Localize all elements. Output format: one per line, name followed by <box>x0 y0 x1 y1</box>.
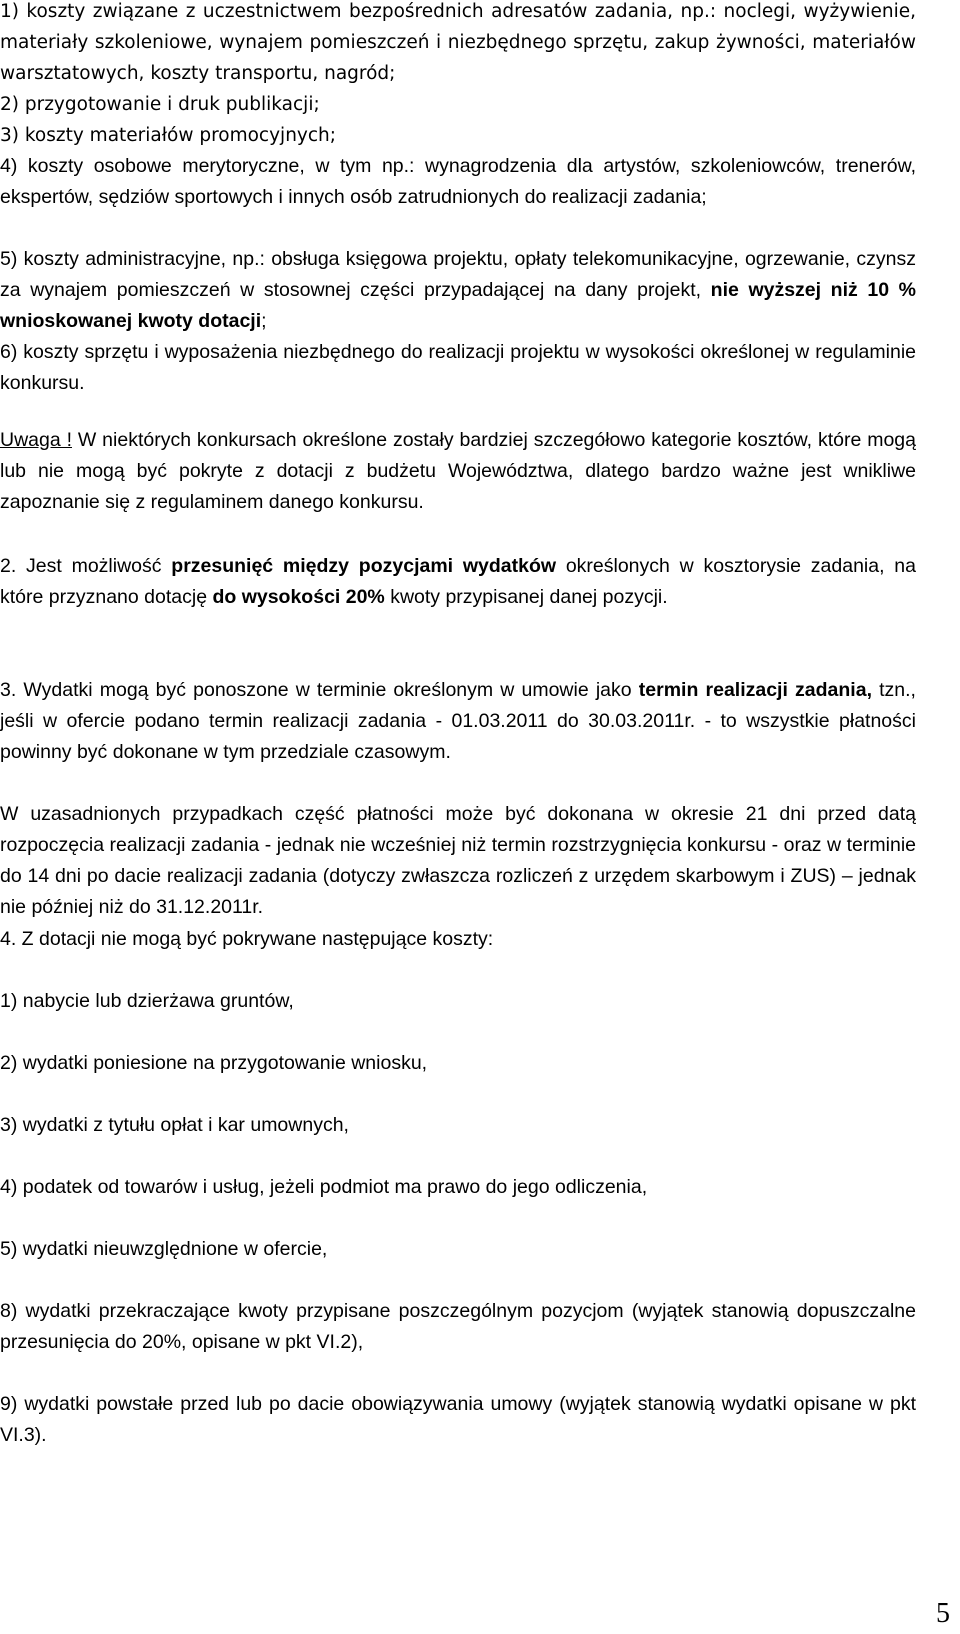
section-2-bold-2: do wysokości 20% <box>212 586 385 608</box>
list-item-4: 4) koszty osobowe merytoryczne, w tym np.: wynagrodzenia dla artystów, szkoleniowców, trenerów, ekspertów, sędziów sportowych i innych osób zatrudnionych do realizacji zadania; <box>0 155 916 208</box>
exclusion-item-4: 4) podatek od towarów i usług, jeżeli podmiot ma prawo do jego odliczenia, <box>0 1176 648 1198</box>
section-3-paragraph-2: W uzasadnionych przypadkach część płatności może być dokonana w okresie 21 dni przed datą rozpoczęcia realizacji zadania - jednak nie wcześniej niż termin rozstrzygnięcia konkursu - oraz w terminie do 14 dni po dacie realizacji zadania (dotyczy zwłaszcza rozliczeń z urzędem skarbowym i ZUS) – jednak nie później niż do 31.12.2011r. <box>0 803 916 918</box>
exclusion-item-8: 8) wydatki przekraczające kwoty przypisane poszczególnym pozycjom (wyjątek stanowią dopuszczalne przesunięcia do 20%, opisane w pkt VI.2), <box>0 1300 916 1353</box>
list-item-5-end: ; <box>261 310 267 332</box>
list-item-1: 1) koszty związane z uczestnictwem bezpośrednich adresatów zadania, np.: noclegi, wyżywienie, materiały szkoleniowe, wynajem pomieszczeń i niezbędnego sprzętu, zakup żywności, materiałów warsztatowych, koszty transportu, nagród; <box>0 1 916 84</box>
note-text: W niektórych konkursach określone zostały bardziej szczegółowo kategorie kosztów, które mogą lub nie mogą być pokryte z dotacji z budżetu Województwa, dlatego bardzo ważne jest wnikliwe zapoznanie się z regulaminem danego konkursu. <box>0 429 916 513</box>
section-3-text-b: tzn., jeśli w ofercie podano termin realizacji zadania - 01.03.2011 do 30.03.2011r. - to wszystkie płatności powinny być dokonane w tym przedziale czasowym. <box>0 679 916 763</box>
section-2 <box>0 551 916 613</box>
note-paragraph <box>0 425 916 518</box>
exclusion-item-1: 1) nabycie lub dzierżawa gruntów, <box>0 990 294 1012</box>
list-item-3: 3) koszty materiałów promocyjnych; <box>0 125 336 146</box>
section-3-bold: termin realizacji zadania, <box>638 679 872 701</box>
exclusion-item-9: 9) wydatki powstałe przed lub po dacie obowiązywania umowy (wyjątek stanowią wydatki opisane w pkt VI.3). <box>0 1393 916 1446</box>
section-2-text-b: określonych w kosztorysie zadania, na które przyznano dotację <box>0 555 916 608</box>
section-3-text-a: 3. Wydatki mogą być ponoszone w terminie określonym w umowie jako <box>0 679 639 701</box>
section-4-heading: 4. Z dotacji nie mogą być pokrywane następujące koszty: <box>0 928 494 950</box>
exclusion-item-3: 3) wydatki z tytułu opłat i kar umownych, <box>0 1114 349 1136</box>
list-item-6: 6) koszty sprzętu i wyposażenia niezbędnego do realizacji projektu w wysokości określonej w regulaminie konkursu. <box>0 341 916 394</box>
list-item-2: 2) przygotowanie i druk publikacji; <box>0 94 320 115</box>
note-label: Uwaga ! <box>0 429 72 451</box>
exclusion-item-5: 5) wydatki nieuwzględnione w ofercie, <box>0 1238 328 1260</box>
section-3 <box>0 675 916 768</box>
list-item-5 <box>0 244 916 337</box>
list-item-5-bold: nie wyższej niż 10 % wnioskowanej kwoty dotacji <box>0 279 916 332</box>
section-2-text-c: kwoty przypisanej danej pozycji. <box>384 586 668 608</box>
section-2-bold-1: przesunięć między pozycjami wydatków <box>171 555 557 577</box>
page-number: 5 <box>936 1598 950 1629</box>
list-item-5-text: 5) koszty administracyjne, np.: obsługa księgowa projektu, opłaty telekomunikacyjne, ogrzewanie, czynsz za wynajem pomieszczeń w stosownej części przypadającej na dany projekt, <box>0 248 916 301</box>
section-2-text-a: 2. Jest możliwość <box>0 555 172 577</box>
exclusion-item-2: 2) wydatki poniesione na przygotowanie wniosku, <box>0 1052 428 1074</box>
